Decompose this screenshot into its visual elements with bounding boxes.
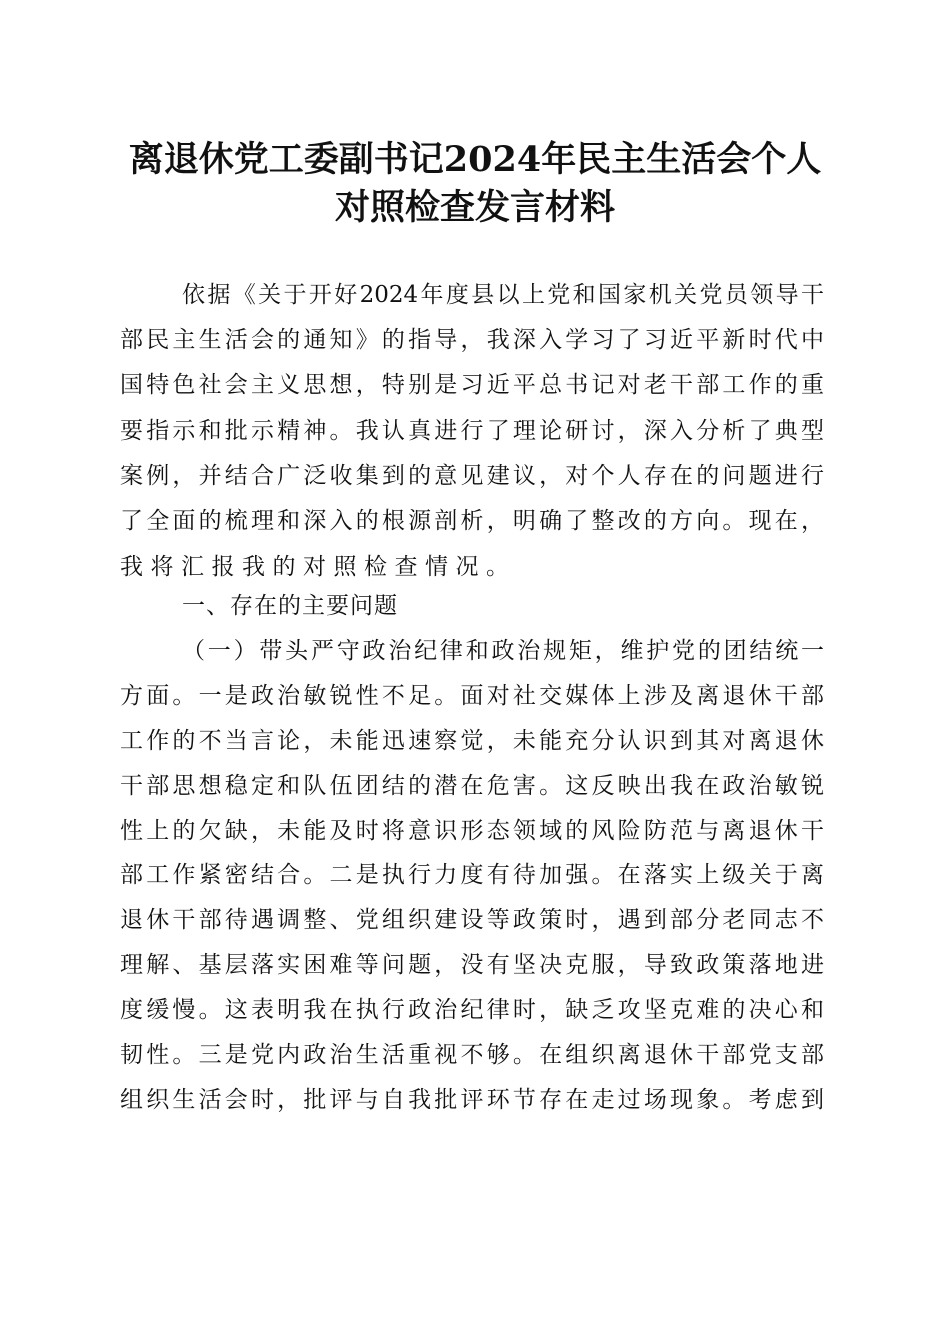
paragraph-line: 工作的不当言论，未能迅速察觉，未能充分认识到其对离退休: [120, 728, 824, 754]
intro-line: 部民主生活会的通知》的指导，我深入学习了习近平新时代中: [120, 327, 824, 353]
paragraph-line: 部工作紧密结合。二是执行力度有待加强。在落实上级关于离: [120, 862, 824, 888]
paragraph-line: 组织生活会时，批评与自我批评环节存在走过场现象。考虑到: [120, 1087, 824, 1113]
intro-line: 国特色社会主义思想，特别是习近平总书记对老干部工作的重: [120, 372, 824, 398]
intro-line: 要指示和批示精神。我认真进行了理论研讨，深入分析了典型: [120, 418, 824, 444]
document-title-line-1: 离退休党工委副书记2024年民主生活会个人: [128, 139, 822, 180]
paragraph-line: 性上的欠缺，未能及时将意识形态领域的风险防范与离退休干: [120, 818, 824, 844]
intro-line: 案例，并结合广泛收集到的意见建议，对个人存在的问题进行: [120, 463, 824, 489]
intro-line: 了全面的梳理和深入的根源剖析，明确了整改的方向。现在，: [120, 508, 824, 534]
intro-line: 依据《关于开好2024年度县以上党和国家机关党员领导干: [182, 282, 824, 308]
paragraph-line: 度缓慢。这表明我在执行政治纪律时，缺乏攻坚克难的决心和: [120, 997, 824, 1023]
paragraph-line: 韧性。三是党内政治生活重视不够。在组织离退休干部党支部: [120, 1042, 824, 1068]
paragraph-line: （一）带头严守政治纪律和政治规矩，维护党的团结统一: [182, 638, 824, 664]
paragraph-line: 干部思想稳定和队伍团结的潜在危害。这反映出我在政治敏锐: [120, 773, 824, 799]
intro-line: 我将汇报我的对照检查情况。: [120, 554, 517, 580]
paragraph-line: 理解、基层落实困难等问题，没有坚决克服，导致政策落地进: [120, 952, 824, 978]
paragraph-line: 方面。一是政治敏锐性不足。面对社交媒体上涉及离退休干部: [120, 683, 824, 709]
paragraph-line: 退休干部待遇调整、党组织建设等政策时，遇到部分老同志不: [120, 907, 824, 933]
section-heading: 一、存在的主要问题: [182, 593, 398, 619]
document-title-line-2: 对照检查发言材料: [334, 187, 615, 228]
